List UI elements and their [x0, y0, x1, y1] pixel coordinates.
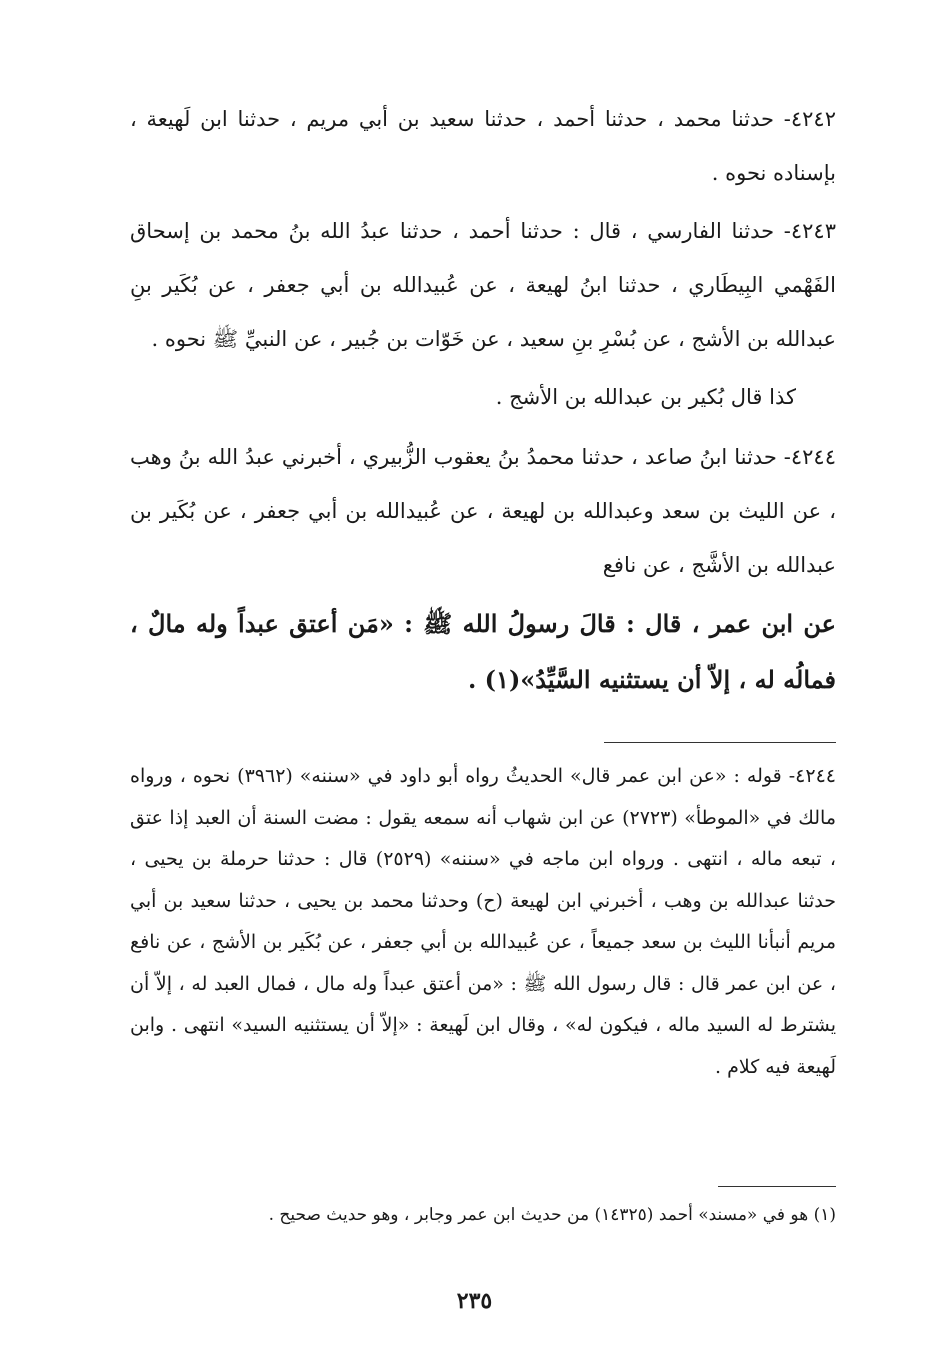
- hadith-4242: ٤٢٤٢- حدثنا محمد ، حدثنا أحمد ، حدثنا سعيد بن أبي مريم ، حدثنا ابن لَهيعة ، بإسناده نحوه .: [130, 107, 836, 185]
- footnote: (١) هو في «مسند» أحمد (١٤٣٢٥) من حديث ابن عمر وجابر ، وهو حديث صحيح .: [268, 1205, 836, 1225]
- page-body: [130, 92, 836, 1225]
- commentary: ٤٢٤٤- قوله : «عن ابن عمر قال» الحديثُ رواه أبو داود في «سننه» (٣٩٦٢) نحوه ، ورواه مالك في «الموطأ» (٢٧٢٣) عن ابن شهاب أنه سمعه يقول : مضت السنة أن العبد إذا عتق ، تبعه ماله ، انتهى . ورواه ابن ماجه في «سننه» (٢٥٢٩) قال : حدثنا حرملة بن يحيى ، حدثنا عبدالله بن وهب ، أخبرني ابن لهيعة (ح) وحدثنا محمد بن يحيى ، حدثنا سعيد بن أبي مريم أنبأنا الليث بن سعد جميعاً ، عن عُبيدالله بن أبي جعفر ، عن بُكَير بن الأشج ، عن نافع ، عن ابن عمر قال : قال رسول الله ﷺ : «من أعتق عبداً وله مال ، فمال العبد له ، إلاّ أن يشترط له السيد ماله ، فيكون له» ، وقال ابن لَهيعة : «إلاّ أن يستثنيه السيد» انتهى . وابن لَهيعة فيه كلام .: [130, 765, 836, 1078]
- hadith-4244: ٤٢٤٤- حدثنا ابنُ صاعد ، حدثنا محمدُ بنُ يعقوب الزُّبيري ، أخبرني عبدُ الله بنُ وهب ، عن الليث بن سعد وعبدالله بن لهيعة ، عن عُبيدالله بن أبي جعفر ، عن بُكَير بن عبدالله بن الأشَّج ، عن نافع: [130, 445, 836, 577]
- footnote-separator: [718, 1186, 836, 1187]
- hadith-4243: ٤٢٤٣- حدثنا الفارسي ، قال : حدثنا أحمد ، حدثنا عبدُ الله بنُ محمد بن إسحاق الفَهْمي البِيطَاري ، حدثنا ابنُ لهيعة ، عن عُبيدالله بن أبي جعفر ، عن بُكَير بنِ عبدالله بن الأشج ، عن بُسْرِ بنِ سعيد ، عن خَوّات بن جُبير ، عن النبيِّ ﷺ نحوه .: [130, 219, 836, 351]
- matn-4244: عن ابن عمر ، قال : قالَ رسولُ الله ﷺ : «مَن أعتق عبداً وله مالٌ ، فمالُه له ، إلاّ أن يستثنيه السَّيِّدُ»(١) .: [130, 609, 836, 694]
- note-bukair: كذا قال بُكير بن عبدالله بن الأشج .: [495, 385, 796, 409]
- page-number: ٢٣٥: [456, 1288, 493, 1314]
- commentary-separator: [604, 742, 836, 743]
